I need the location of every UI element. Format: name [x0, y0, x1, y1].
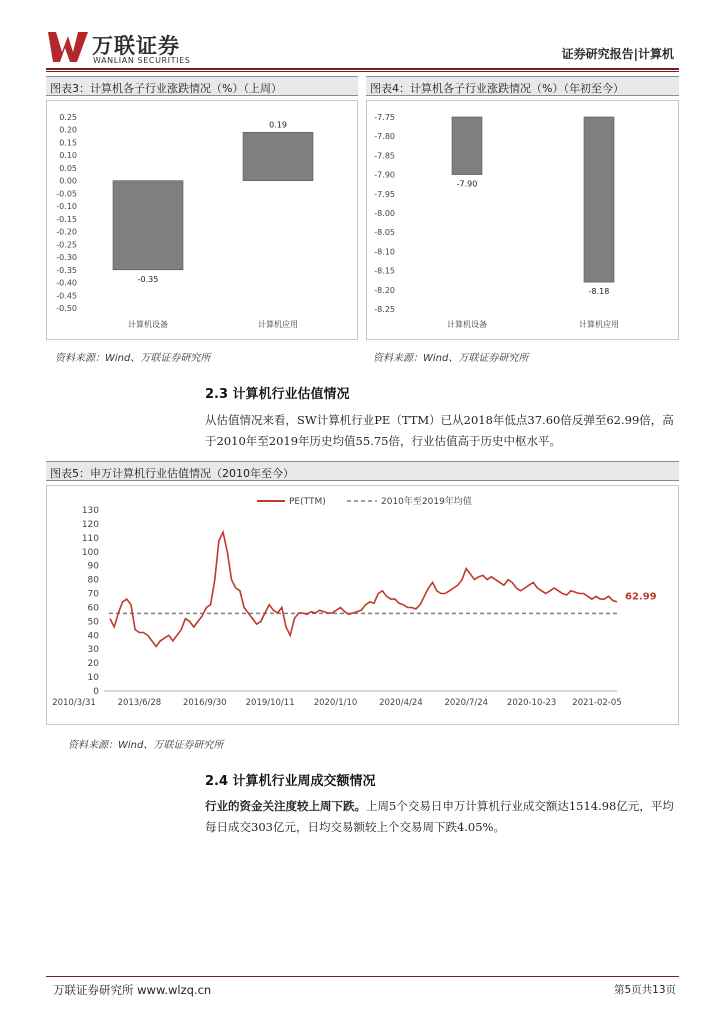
fig5-ytick-label: 20	[87, 659, 99, 670]
fig3-ytick-label: -0.30	[56, 253, 77, 263]
section-2-4-paragraph	[205, 796, 675, 838]
section-2-3-paragraph: 从估值情况来看，SW计算机行业PE（TTM）已从2018年低点37.60倍反弹至62.99倍，高于2010年至2019年历史均值55.75倍，行业估值高于历史中枢水平。	[205, 413, 674, 448]
fig4-bar	[452, 117, 482, 175]
fig5-xtick-label: 2010/3/31	[52, 698, 96, 708]
fig4-category-label: 计算机设备	[447, 320, 487, 329]
fig4-chart	[367, 101, 678, 339]
fig3-ytick-label: -0.25	[56, 240, 77, 250]
fig5-xtick-label: 2021-02-05	[572, 698, 622, 708]
fig5-ytick-label: 100	[81, 547, 99, 558]
fig5-legend-label-avg: 2010年至2019年均值	[381, 497, 472, 507]
fig5-last-value-label: 62.99	[625, 591, 657, 603]
fig3-category-label: 计算机应用	[258, 320, 298, 329]
fig5-ytick-label: 60	[87, 603, 99, 614]
fig5-xtick-label: 2019/10/11	[245, 698, 295, 708]
fig3-ytick-label: -0.20	[56, 227, 77, 237]
fig5-ytick-label: 80	[87, 575, 99, 586]
fig3-ytick-label: 0.20	[59, 125, 77, 135]
fig4-caption: 图表4：计算机各子行业涨跌情况（%）（年初至今）	[366, 76, 679, 96]
header-rule	[46, 68, 679, 70]
fig4-chart-frame	[366, 100, 679, 340]
fig5-xtick-label: 2016/9/30	[182, 698, 227, 708]
fig5-chart	[47, 486, 678, 724]
fig4-ytick-label: -8.15	[374, 266, 395, 276]
fig3-chart	[47, 101, 357, 339]
fig5-ytick-label: 10	[87, 673, 99, 684]
fig4-ytick-label: -7.95	[374, 189, 395, 199]
fig5-source: 资料来源：Wind、万联证券研究所	[68, 740, 224, 751]
fig3-bar	[113, 181, 183, 270]
fig5-xtick-label: 2020-10-23	[506, 698, 557, 708]
fig5-xtick-label: 2020/1/10	[313, 698, 358, 708]
fig5-xtick-label: 2013/6/28	[117, 698, 162, 708]
fig3-ytick-label: 0.15	[59, 138, 77, 148]
section-2-4-title: 2.4 计算机行业周成交额情况	[205, 774, 376, 789]
fig3-caption: 图表3：计算机各子行业涨跌情况（%）（上周）	[46, 76, 358, 96]
fig4-ytick-label: -8.00	[374, 209, 395, 218]
fig4-data-label: -8.18	[588, 287, 610, 297]
fig3-chart-frame	[46, 100, 358, 340]
fig5-ytick-label: 40	[87, 631, 99, 642]
fig3-ytick-label: -0.45	[56, 291, 77, 301]
fig3-data-label: -0.35	[137, 274, 159, 284]
fig3-ytick-label: 0.10	[59, 151, 77, 161]
fig3-ytick-label: 0.05	[59, 163, 77, 173]
fig5-ytick-label: 0	[93, 687, 99, 697]
fig4-data-label: -7.90	[456, 179, 478, 189]
report-tag: 证券研究报告|计算机	[561, 47, 674, 61]
fig3-ytick-label: -0.35	[56, 265, 77, 275]
fig4-source: 资料来源：Wind、万联证券研究所	[373, 353, 529, 364]
fig4-ytick-label: -8.20	[374, 285, 395, 295]
fig4-ytick-label: -8.05	[374, 228, 395, 238]
logo-icon	[46, 30, 90, 64]
fig4-category-label: 计算机应用	[579, 320, 619, 329]
fig5-ytick-label: 70	[87, 589, 99, 600]
fig3-category-label: 计算机设备	[128, 320, 168, 329]
fig4-ytick-label: -7.75	[374, 113, 395, 122]
section-2-4-body: 上周5个交易日申万计算机行业成交额达1514.98亿元，平均每日成交303亿元，日均交易额较上个交易周下跌4.05%。	[205, 799, 674, 834]
fig5-xtick-label: 2020/4/24	[379, 698, 423, 708]
fig3-ytick-label: -0.40	[56, 278, 77, 288]
fig3-data-label: 0.19	[269, 120, 287, 130]
fig5-ytick-label: 90	[87, 561, 99, 572]
fig3-ytick-label: -0.15	[56, 214, 77, 224]
fig5-ytick-label: 50	[87, 617, 99, 628]
fig5-caption: 图表5：申万计算机行业估值情况（2010年至今）	[46, 461, 679, 481]
fig5-legend-label-pe: PE(TTM)	[289, 497, 326, 507]
header-rule-thin	[46, 71, 679, 72]
fig5-xtick-label: 2020/7/24	[444, 698, 489, 708]
fig5-ytick-label: 30	[87, 645, 99, 656]
section-2-3-title: 2.3 计算机行业估值情况	[205, 387, 350, 402]
fig4-ytick-label: -8.25	[374, 305, 395, 314]
fig5-chart-frame	[46, 485, 679, 725]
fig4-bar	[584, 117, 614, 282]
fig5-pe-line	[110, 532, 617, 646]
fig3-ytick-label: -0.50	[56, 304, 77, 313]
footer-website: 万联证券研究所 www.wlzq.cn	[53, 983, 212, 997]
fig5-ytick-label: 110	[81, 533, 99, 544]
fig3-ytick-label: -0.10	[56, 202, 77, 212]
fig4-ytick-label: -7.80	[374, 132, 395, 142]
fig3-ytick-label: 0.00	[59, 176, 77, 186]
footer-rule	[46, 976, 679, 977]
section-2-4-lead: 行业的资金关注度较上周下跌。	[205, 799, 366, 813]
fig5-ytick-label: 130	[81, 506, 99, 516]
fig5-ytick-label: 120	[81, 519, 99, 530]
fig4-ytick-label: -7.85	[374, 151, 395, 161]
fig4-ytick-label: -8.10	[374, 247, 395, 257]
fig3-ytick-label: -0.05	[56, 189, 77, 199]
fig3-ytick-label: 0.25	[59, 113, 77, 122]
fig4-ytick-label: -7.90	[374, 170, 395, 180]
footer-page-number: 第5页共13页	[613, 984, 676, 996]
logo-text-en: WANLIAN SECURITIES	[93, 56, 191, 65]
fig3-bar	[243, 132, 313, 180]
fig3-source: 资料来源：Wind、万联证券研究所	[55, 353, 211, 364]
logo-text-cn: 万联证券	[92, 34, 180, 58]
